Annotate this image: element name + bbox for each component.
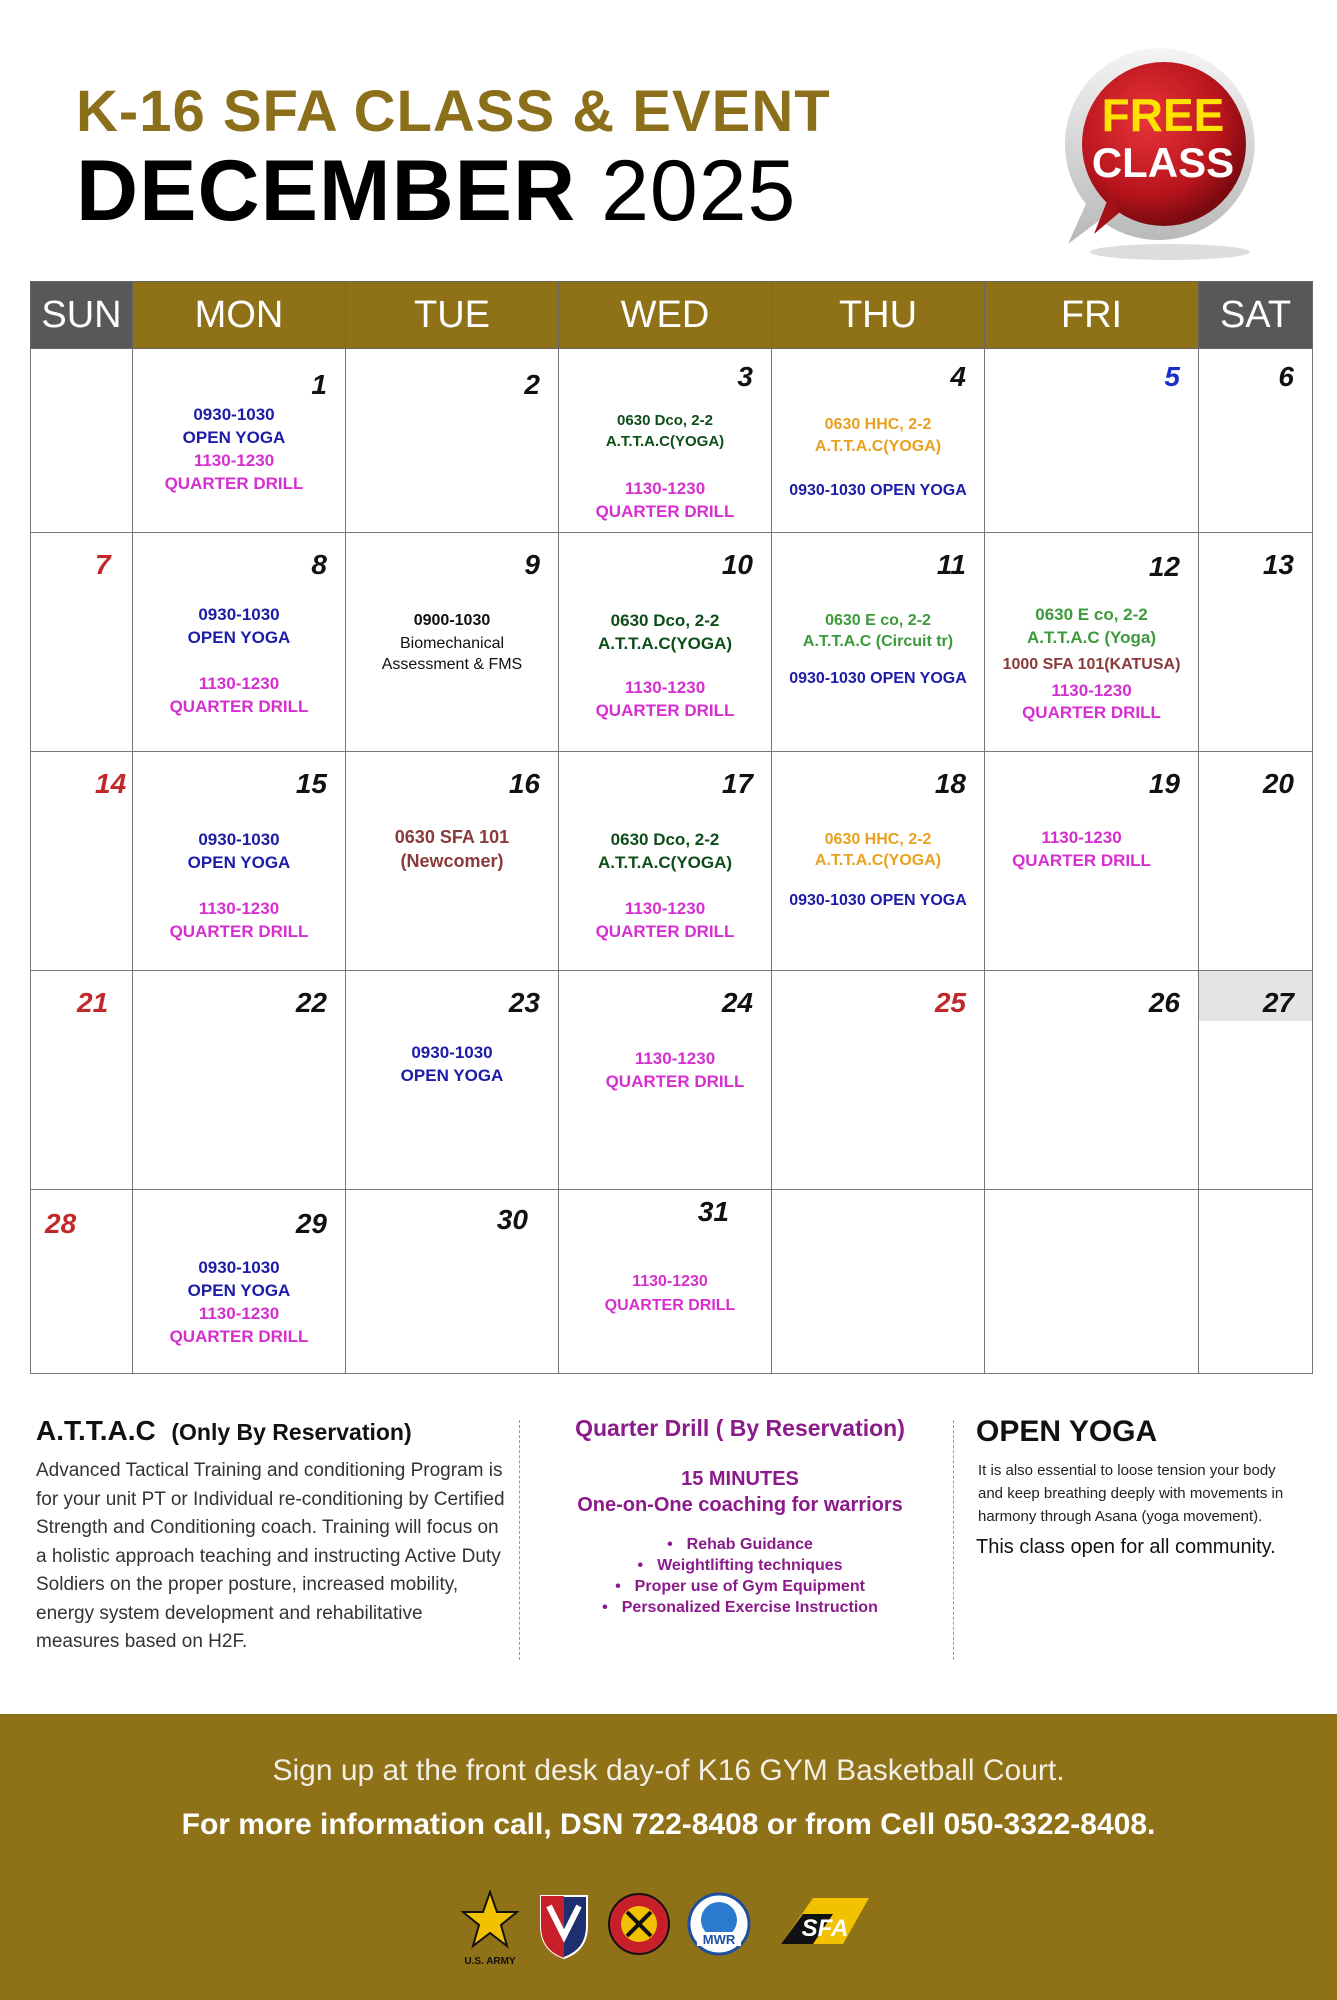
event-title: OPEN YOGA	[187, 1281, 291, 1300]
day-number: 19	[1148, 768, 1180, 799]
header-subtitle: K-16 SFA CLASS & EVENT	[76, 79, 831, 144]
attac-title: A.T.T.A.C	[36, 1415, 156, 1446]
week-row	[31, 752, 1313, 971]
event-title: OPEN YOGA	[187, 853, 291, 872]
event-title: A.T.T.A.C(YOGA)	[597, 634, 733, 653]
day-number: 5	[1164, 361, 1180, 392]
week-row	[31, 533, 1313, 752]
day-cell-23	[346, 971, 559, 1190]
weekday-fri: FRI	[985, 282, 1199, 349]
unit-crest-logo-icon	[607, 1890, 671, 1960]
quarter-drill-info	[540, 1415, 940, 1618]
day-cell-14	[31, 752, 133, 971]
event-title: A.T.T.A.C(YOGA)	[597, 853, 733, 872]
title-year: 2025	[601, 143, 797, 239]
event-time: 0630 SFA 101	[394, 827, 510, 847]
event-time: 0930-1030	[411, 1043, 493, 1062]
day-cell-17	[559, 752, 772, 971]
logo-strip	[455, 1890, 885, 1970]
army-star-logo-icon	[461, 1890, 519, 1952]
day-cell-10	[559, 533, 772, 752]
quarter-drill-tagline: One-on-One coaching for warriors	[577, 1494, 903, 1516]
day-number: 31	[697, 1196, 729, 1227]
day-number: 14	[95, 768, 127, 799]
event-title: A.T.T.A.C(YOGA)	[814, 438, 942, 455]
day-number: 25	[934, 987, 966, 1018]
day-cell-21	[31, 971, 133, 1190]
event-title: 1000 SFA 101(KATUSA)	[1002, 656, 1181, 673]
calendar-grid	[30, 281, 1313, 1374]
event-time: 0630 HHC, 2-2	[824, 831, 932, 848]
day-cell-29	[133, 1190, 346, 1374]
event-time: 0630 E co, 2-2	[1035, 605, 1148, 624]
badge-free: FREE	[1101, 89, 1225, 141]
day-cell-empty	[31, 349, 133, 533]
day-cell-empty	[985, 1190, 1199, 1374]
day-cell-4	[772, 349, 985, 533]
day-number: 8	[311, 549, 327, 580]
weekday-tue: TUE	[346, 282, 559, 349]
day-cell-8	[133, 533, 346, 752]
event-title: QUARTER DRILL	[604, 1297, 736, 1314]
day-number: 21	[77, 987, 109, 1018]
day-number: 10	[721, 549, 753, 580]
week-row	[31, 971, 1313, 1190]
event-time: 0630 HHC, 2-2	[824, 416, 932, 433]
attac-info	[36, 1415, 506, 1657]
day-cell-30	[346, 1190, 559, 1374]
event-title: 0930-1030 OPEN YOGA	[789, 482, 967, 499]
day-number: 26	[1148, 987, 1180, 1018]
open-yoga-note: This class open for all community.	[976, 1536, 1276, 1558]
event-time: 1130-1230	[624, 678, 706, 697]
event-time: 1130-1230	[1051, 681, 1132, 700]
day-number: 18	[934, 768, 966, 799]
day-number: 7	[95, 549, 111, 580]
open-yoga-title: OPEN YOGA	[976, 1415, 1158, 1448]
day-cell-5	[985, 349, 1199, 533]
event-title: (Newcomer)	[400, 851, 504, 871]
event-title: A.T.T.A.C (Yoga)	[1026, 628, 1157, 647]
day-number: 13	[1262, 549, 1294, 580]
list-item: • Proper use of Gym Equipment	[540, 1576, 940, 1597]
event-time: 1130-1230	[198, 674, 280, 693]
day-cell-22	[133, 971, 346, 1190]
event-title: QUARTER DRILL	[595, 922, 735, 941]
day-cell-20	[1199, 752, 1313, 971]
event-title: QUARTER DRILL	[164, 474, 304, 493]
event-time: 0630 Dco, 2-2	[617, 412, 713, 429]
open-yoga-description: It is also essential to loose tension your body and keep breathing deeply with movements in harmony through Asana (yoga movement).	[978, 1462, 1284, 1525]
event-title: A.T.T.A.C(YOGA)	[605, 433, 725, 450]
list-item: • Rehab Guidance	[540, 1534, 940, 1555]
army-logo-caption: U.S. ARMY	[464, 1956, 516, 1967]
quarter-drill-list	[540, 1534, 940, 1618]
event-time: 1130-1230	[624, 899, 706, 918]
day-number: 27	[1262, 987, 1294, 1018]
weekday-mon: MON	[133, 282, 346, 349]
event-title: QUARTER DRILL	[1012, 851, 1151, 870]
section-divider	[953, 1420, 954, 1660]
event-time: 0930-1030	[198, 605, 280, 624]
day-number: 24	[721, 987, 753, 1018]
day-cell-empty	[772, 1190, 985, 1374]
event-title: QUARTER DRILL	[169, 697, 309, 716]
day-number: 9	[524, 549, 540, 580]
event-title: QUARTER DRILL	[169, 1327, 309, 1346]
event-title: Biomechanical	[399, 635, 505, 652]
event-time: 0630 E co, 2-2	[825, 612, 931, 629]
event-title: QUARTER DRILL	[595, 502, 735, 521]
event-time: 0630 Dco, 2-2	[610, 611, 720, 630]
weekday-sun: SUN	[31, 282, 133, 349]
attac-heading	[36, 1415, 506, 1447]
day-cell-24	[559, 971, 772, 1190]
event-title: QUARTER DRILL	[595, 701, 735, 720]
event-title: QUARTER DRILL	[605, 1072, 745, 1091]
day-number: 6	[1278, 361, 1294, 392]
day-number: 22	[295, 987, 327, 1018]
event-time: 1130-1230	[198, 899, 280, 918]
title-month: DECEMBER	[76, 143, 577, 239]
day-number: 3	[737, 361, 753, 392]
event-title: OPEN YOGA	[187, 628, 291, 647]
quarter-drill-title: Quarter Drill ( By Reservation)	[575, 1415, 905, 1441]
day-number: 16	[508, 768, 540, 799]
day-highlight	[1199, 971, 1312, 1021]
day-cell-3	[559, 349, 772, 533]
attac-subtitle: (Only By Reservation)	[171, 1419, 412, 1445]
open-yoga-info	[976, 1415, 1296, 1559]
week-row	[31, 349, 1313, 533]
week-row	[31, 1190, 1313, 1374]
event-time: 0930-1030	[198, 830, 280, 849]
day-cell-9	[346, 533, 559, 752]
day-number: 11	[936, 549, 966, 580]
day-number: 15	[295, 768, 327, 799]
day-cell-31	[559, 1190, 772, 1374]
signup-text: Sign up at the front desk day-of K16 GYM Basketball Court.	[272, 1754, 1065, 1787]
event-title: A.T.T.A.C (Circuit tr)	[802, 633, 954, 650]
footer	[0, 1714, 1337, 2000]
day-cell-6	[1199, 349, 1313, 533]
list-item: • Weightlifting techniques	[540, 1555, 940, 1576]
weekday-wed: WED	[559, 282, 772, 349]
day-cell-12	[985, 533, 1199, 752]
event-time: 0630 Dco, 2-2	[610, 830, 720, 849]
day-cell-15	[133, 752, 346, 971]
contact-text: For more information call, DSN 722-8408 or from Cell 050-3322-8408.	[181, 1808, 1156, 1841]
day-cell-11	[772, 533, 985, 752]
day-cell-13	[1199, 533, 1313, 752]
weekday-thu: THU	[772, 282, 985, 349]
event-time: 1130-1230	[193, 451, 275, 470]
weekday-sat: SAT	[1199, 282, 1313, 349]
day-cell-1	[133, 349, 346, 533]
day-cell-empty	[1199, 1190, 1313, 1374]
event-time: 0900-1030	[413, 612, 491, 629]
day-number: 12	[1148, 551, 1180, 582]
day-cell-25	[772, 971, 985, 1190]
quarter-drill-duration: 15 MINUTES	[681, 1468, 799, 1490]
day-number: 1	[311, 369, 327, 400]
day-number: 20	[1262, 768, 1294, 799]
list-item: • Personalized Exercise Instruction	[540, 1597, 940, 1618]
event-time: 1130-1230	[1041, 828, 1122, 847]
event-title: Assessment & FMS	[381, 656, 523, 673]
event-time: 1130-1230	[632, 1273, 708, 1290]
day-number: 29	[295, 1208, 327, 1239]
day-number: 28	[45, 1208, 77, 1239]
mwr-logo-icon	[687, 1892, 751, 1956]
shield-logo-icon	[537, 1892, 591, 1960]
event-time: 0930-1030	[198, 1258, 280, 1277]
event-time: 1130-1230	[634, 1049, 716, 1068]
event-title: 0930-1030 OPEN YOGA	[789, 892, 967, 909]
sfa-logo-icon	[773, 1890, 883, 1962]
event-title: OPEN YOGA	[400, 1066, 504, 1085]
event-title: QUARTER DRILL	[169, 922, 309, 941]
event-title: A.T.T.A.C(YOGA)	[814, 852, 942, 869]
day-cell-16	[346, 752, 559, 971]
day-number: 4	[950, 361, 966, 392]
day-number: 2	[524, 369, 540, 400]
day-cell-19	[985, 752, 1199, 971]
attac-description: Advanced Tactical Training and conditioning Program is for your unit PT or Individual re-conditioning by Certified Strength and Conditioning coach. Training will focus on a holistic approach teaching and instructing Active Duty Soldiers on the proper posture, increased mobility, energy system development and rehabilitative measures based on H2F.	[36, 1460, 505, 1652]
day-cell-26	[985, 971, 1199, 1190]
day-number: 17	[721, 768, 753, 799]
event-time: 0930-1030	[193, 405, 275, 424]
day-number: 30	[496, 1204, 528, 1235]
mwr-logo-text: MWR	[702, 1932, 736, 1947]
day-cell-2	[346, 349, 559, 533]
event-time: 1130-1230	[198, 1304, 280, 1323]
event-title: OPEN YOGA	[182, 428, 286, 447]
day-cell-18	[772, 752, 985, 971]
event-title: QUARTER DRILL	[1022, 703, 1161, 722]
day-cell-28	[31, 1190, 133, 1374]
event-title: 0930-1030 OPEN YOGA	[789, 670, 967, 687]
free-class-badge	[1088, 89, 1238, 186]
day-cell-7	[31, 533, 133, 752]
badge-class: CLASS	[1091, 139, 1235, 186]
day-number: 23	[508, 987, 540, 1018]
day-cell-27	[1199, 971, 1313, 1190]
weekday-header-row	[31, 282, 1313, 349]
sfa-logo-text: SFA	[801, 1915, 849, 1942]
section-divider	[519, 1420, 520, 1660]
page-title	[76, 143, 797, 239]
event-time: 1130-1230	[624, 479, 706, 498]
